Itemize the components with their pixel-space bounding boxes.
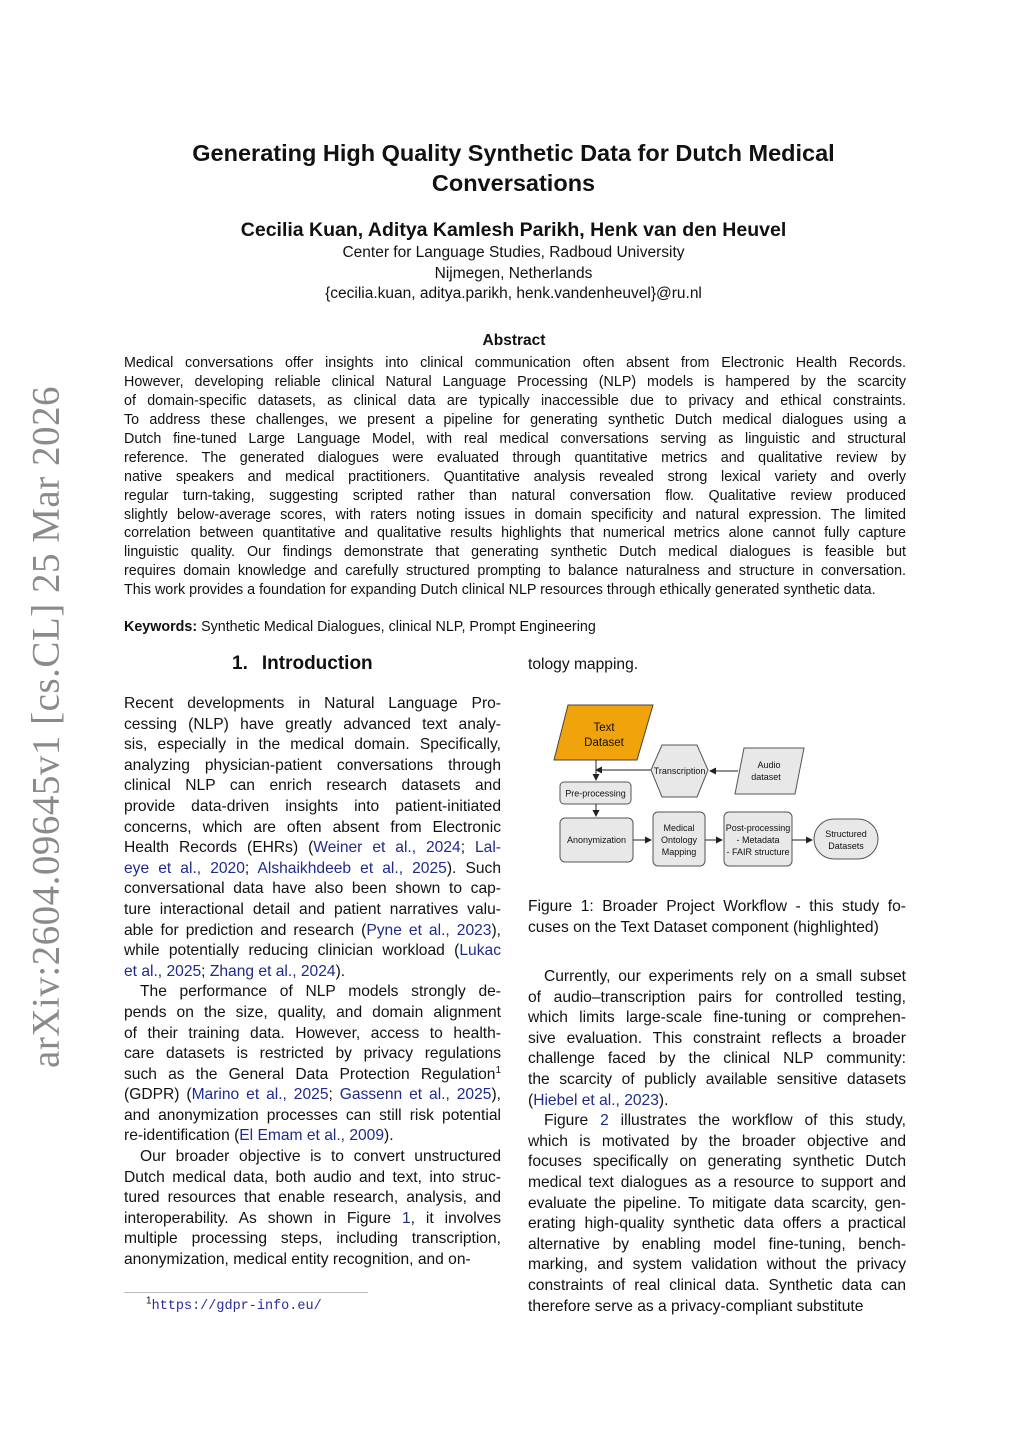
abstract-line: reference. The generated dialogues were evaluated through quantitative metrics and qualitative review by <box>124 449 906 466</box>
text-line <box>124 1147 501 1168</box>
footnote <box>146 1297 322 1314</box>
postprocessing-label-3: - FAIR structure <box>726 847 790 857</box>
text-line <box>528 1297 906 1318</box>
text-segment: while potentially reducing clinician workload ( <box>124 942 460 960</box>
audio-dataset-label-2: dataset <box>751 772 781 782</box>
text-segment: illustrates the workflow of this study, <box>608 1112 906 1130</box>
postprocessing-label-1: Post-processing <box>725 823 791 833</box>
citation-link[interactable]: Alshaikhdeeb et al., 2025 <box>257 859 447 877</box>
text-segment: evaluate the pipeline. To mitigate data scarcity, gen- <box>528 1194 906 1212</box>
footnote-link[interactable]: https://gdpr-info.eu/ <box>151 1299 322 1314</box>
text-segment: re-identification ( <box>124 1127 240 1145</box>
citation-link[interactable]: Lal- <box>474 839 501 857</box>
author-emails: {cecilia.kuan, aditya.parikh, henk.vandenheuvel}@ru.nl <box>325 285 702 302</box>
text-segment: medical text dialogues as a resource to support and <box>528 1173 906 1191</box>
text-line <box>124 1044 501 1065</box>
text-segment: care datasets is restricted by privacy regulations <box>124 1045 501 1063</box>
text-line <box>124 838 501 859</box>
text-line <box>528 1276 906 1297</box>
text-line <box>124 1229 501 1250</box>
text-line <box>124 1065 501 1086</box>
text-line <box>528 1173 906 1194</box>
abstract-line: correlation between quantitative and qualitative results highlights that numerical metrics alone cannot fully capture <box>124 525 906 542</box>
citation-link[interactable]: Hiebel et al., 2023 <box>533 1091 659 1109</box>
text-line <box>528 1091 906 1112</box>
keywords-label: Keywords: <box>124 619 198 635</box>
keywords-text: Synthetic Medical Dialogues, clinical NLP, Prompt Engineering <box>201 619 596 635</box>
paper-title <box>150 138 877 198</box>
abstract-line: This work provides a foundation for expanding Dutch clinical NLP resources through ethically generated synthetic data. <box>124 582 876 599</box>
text-segment: ; <box>328 1086 340 1104</box>
text-segment: able for prediction and research ( <box>124 921 367 939</box>
ontology-label-3: Mapping <box>661 847 697 857</box>
text-line <box>124 735 501 756</box>
text-line <box>528 967 906 988</box>
figure-1-caption <box>528 897 906 938</box>
text-line <box>528 1111 906 1132</box>
citation-link[interactable]: Lukac <box>459 942 501 960</box>
text-segment: provide data-driven insights into patient-initiated <box>124 797 501 815</box>
text-line <box>124 859 501 880</box>
text-segment: ). Such <box>446 859 501 877</box>
text-segment: Recent developments in Natural Language Pro- <box>124 695 501 712</box>
text-segment: (GDPR) ( <box>124 1086 192 1104</box>
citation-link[interactable]: 2 <box>600 1112 609 1130</box>
citation-link[interactable]: El Emam et al., 2009 <box>239 1127 385 1145</box>
text-line <box>124 921 501 942</box>
abstract-heading: Abstract <box>482 332 546 349</box>
text-segment: ), <box>491 921 501 939</box>
abstract-line: However, developing reliable clinical Natural Language Processing (NLP) models is hampered by the scarcity <box>124 373 906 390</box>
citation-link[interactable]: Zhang et al., 2024 <box>209 962 336 980</box>
citation-link[interactable]: Pyne et al., 2023 <box>366 921 492 939</box>
text-segment: cessing (NLP) have greatly advanced text analy- <box>124 715 501 733</box>
audio-dataset-node <box>735 748 804 794</box>
text-segment: which is motivated by the broader objective and <box>528 1132 906 1150</box>
text-segment: clinical NLP can enrich research datasets and <box>124 777 501 795</box>
affiliation-institution: Center for Language Studies, Radboud University <box>342 244 685 261</box>
text-line <box>124 1168 501 1189</box>
text-line <box>124 1250 501 1271</box>
text-segment: constraints of real clinical data. Synthetic data can <box>528 1276 906 1294</box>
abstract-line: linguistic quality. Our findings demonstrate that generating synthetic Dutch medical dialogues is feasible but <box>124 544 906 561</box>
text-segment: Dutch medical data, both audio and text, into struc- <box>124 1168 501 1186</box>
ontology-label-2: Ontology <box>660 835 698 845</box>
text-segment: Figure <box>544 1112 601 1130</box>
text-line <box>528 1255 906 1276</box>
text-line <box>528 1029 906 1050</box>
text-line <box>124 1188 501 1209</box>
text-line <box>124 982 501 1003</box>
text-segment: ( <box>528 1091 534 1109</box>
author-list: Cecilia Kuan, Aditya Kamlesh Parikh, Henk van den Heuvel <box>240 219 787 241</box>
text-dataset-label-1: Text <box>593 722 615 734</box>
keywords-line <box>124 619 596 635</box>
abstract-line: requires domain knowledge and carefully structured prompting to balance naturalness and structure in conversation. <box>124 563 906 580</box>
figure-1-workflow-diagram <box>550 700 890 880</box>
text-line <box>124 715 501 736</box>
text-line <box>124 1106 501 1127</box>
text-line <box>124 900 501 921</box>
text-segment: which limits large-scale fine-tuning or comprehen- <box>528 1009 906 1027</box>
abstract-line: Medical conversations offer insights into clinical communication often absent from Electronic Health Records. <box>124 355 906 371</box>
text-segment: sis, especially in the medical domain. Specifically, <box>124 736 501 754</box>
text-segment: ). <box>335 962 346 980</box>
abstract-line: native speakers and medical practitioners. Quantitative analysis revealed strong lexical variety and overly <box>124 468 906 485</box>
footnote-reference[interactable]: 1 <box>495 1064 501 1076</box>
abstract-body <box>124 354 906 600</box>
citation-link[interactable]: et al., 2025 <box>124 962 202 980</box>
abstract-line: To address these challenges, we present a pipeline for generating synthetic Dutch medical dialogues using a <box>124 411 906 428</box>
text-segment: such as the General Data Protection Regulation <box>124 1065 496 1083</box>
citation-link[interactable]: Weiner et al., 2024 <box>313 839 461 857</box>
citation-link[interactable]: 1 <box>401 1209 411 1227</box>
text-segment: , it involves <box>410 1209 501 1227</box>
text-segment: analyzing physician-patient conversations through <box>124 756 501 774</box>
abstract-line: slightly below-average scores, with raters noting issues in domain specificity and natural expression. The limited <box>124 506 906 523</box>
text-segment: The performance of NLP models strongly de- <box>140 983 501 1001</box>
text-line <box>528 1070 906 1091</box>
postprocessing-label-2: - Metadata <box>736 835 780 845</box>
text-line <box>124 1024 501 1045</box>
text-segment: multiple processing steps, including transcription, <box>124 1230 501 1248</box>
text-segment: therefore serve as a privacy-compliant substitute <box>528 1297 864 1315</box>
text-segment: challenge faced by the clinical NLP community: <box>528 1050 906 1068</box>
text-segment: marking, and system validation without the privacy <box>528 1256 906 1274</box>
text-segment: of their training data. However, access to health- <box>124 1024 501 1042</box>
anonymization-label: Anonymization <box>566 835 627 845</box>
text-segment: ; <box>201 962 210 980</box>
affiliation-location: Nijmegen, Netherlands <box>434 264 593 282</box>
text-dataset-label-2: Dataset <box>584 737 624 749</box>
text-line <box>528 1235 906 1256</box>
text-line <box>124 797 501 818</box>
structured-datasets-node <box>814 819 878 859</box>
text-segment: ), <box>491 1086 501 1104</box>
text-line <box>124 962 501 983</box>
workflow-svg <box>550 700 890 880</box>
caption-line-2: cuses on the Text Dataset component (highlighted) <box>528 918 879 936</box>
text-line <box>124 1209 501 1230</box>
text-segment: sive evaluation. This constraint reflects a broader <box>528 1029 906 1047</box>
text-line <box>528 1008 906 1029</box>
arxiv-identifier: arXiv:2604.09645v1 [cs.CL] 25 Mar 2026 <box>24 386 68 1068</box>
citation-link[interactable]: Gassenn et al., 2025 <box>339 1086 492 1104</box>
abstract-line: regular turn-taking, suggesting scripted rather than natural conversation flow. Qualitative review produced <box>124 487 906 504</box>
text-line <box>124 776 501 797</box>
preprocessing-label: Pre-processing <box>565 788 626 799</box>
text-segment: anonymization, medical entity recognition, and on- <box>124 1251 471 1269</box>
text-segment: ture interactional detail and patient narratives valu- <box>124 900 501 918</box>
text-segment: interoperability. As shown in Figure <box>124 1209 402 1227</box>
section-heading-introduction <box>232 653 373 675</box>
text-line <box>124 1085 501 1106</box>
text-segment: tured resources that enable research, analysis, and <box>124 1189 501 1207</box>
audio-dataset-label-1: Audio <box>757 760 781 770</box>
text-segment: tology mapping. <box>528 656 639 673</box>
right-column-continuation <box>528 655 906 676</box>
citation-link[interactable]: Marino et al., 2025 <box>191 1086 329 1104</box>
text-segment: Health Records (EHRs) ( <box>124 839 314 857</box>
citation-link[interactable]: eye et al., 2020 <box>124 859 245 877</box>
text-segment: alternative by enabling model fine-tuning, bench- <box>528 1235 906 1253</box>
text-segment: conversational data have also been shown to cap- <box>124 880 501 898</box>
text-line <box>124 941 501 962</box>
text-line <box>124 818 501 839</box>
ontology-label-1: Medical <box>663 823 695 833</box>
caption-line-1: Figure 1: Broader Project Workflow - this study fo- <box>528 898 906 915</box>
text-segment: Currently, our experiments rely on a small subset <box>544 968 906 985</box>
text-segment: and anonymization processes can still risk potential <box>124 1106 501 1124</box>
text-line <box>124 879 501 900</box>
left-column-text <box>124 694 501 1271</box>
text-segment: ; <box>460 839 475 857</box>
affiliation-block <box>150 243 877 305</box>
text-line <box>528 1214 906 1235</box>
right-column-text <box>528 967 906 1317</box>
text-segment: ). <box>658 1091 669 1109</box>
abstract-line: Dutch fine-tuned Large Language Model, with real medical conversations serving as linguistic and structural <box>124 430 906 447</box>
text-line <box>528 988 906 1009</box>
structured-label-1: Structured <box>825 829 867 839</box>
text-line <box>124 756 501 777</box>
text-line <box>528 1194 906 1215</box>
section-title: Introduction <box>261 653 373 674</box>
abstract-line: of domain-specific datasets, as clinical data are typically inaccessible due to privacy and ethical constraints. <box>124 392 906 409</box>
text-segment: of audio–transcription pairs for controlled testing, <box>528 988 906 1006</box>
text-segment: ; <box>244 859 258 877</box>
text-segment: focuses specifically on generating synthetic Dutch <box>528 1153 906 1171</box>
title-line-2: Conversations <box>431 170 596 196</box>
title-line-1: Generating High Quality Synthetic Data for Dutch Medical <box>192 140 835 166</box>
text-line <box>528 1132 906 1153</box>
text-segment: Our broader objective is to convert unstructured <box>140 1148 501 1166</box>
footnote-rule <box>124 1292 368 1293</box>
text-segment: pends on the size, quality, and domain alignment <box>124 1003 501 1021</box>
text-line <box>528 655 906 676</box>
footnote-mark: 1 <box>146 1295 152 1307</box>
text-segment: the scarcity of publicly available sensitive datasets <box>528 1070 906 1088</box>
text-line <box>528 1152 906 1173</box>
section-number: 1. <box>232 653 248 674</box>
text-segment: ). <box>384 1127 394 1145</box>
transcription-label: Transcription <box>653 766 706 776</box>
structured-label-2: Datasets <box>828 841 864 851</box>
text-line <box>124 1126 501 1147</box>
text-line <box>124 694 501 715</box>
text-line <box>124 1003 501 1024</box>
text-line <box>528 1049 906 1070</box>
text-segment: concerns, which are often absent from Electronic <box>124 818 501 836</box>
text-segment: erating high-quality synthetic data offers a practical <box>528 1215 906 1233</box>
